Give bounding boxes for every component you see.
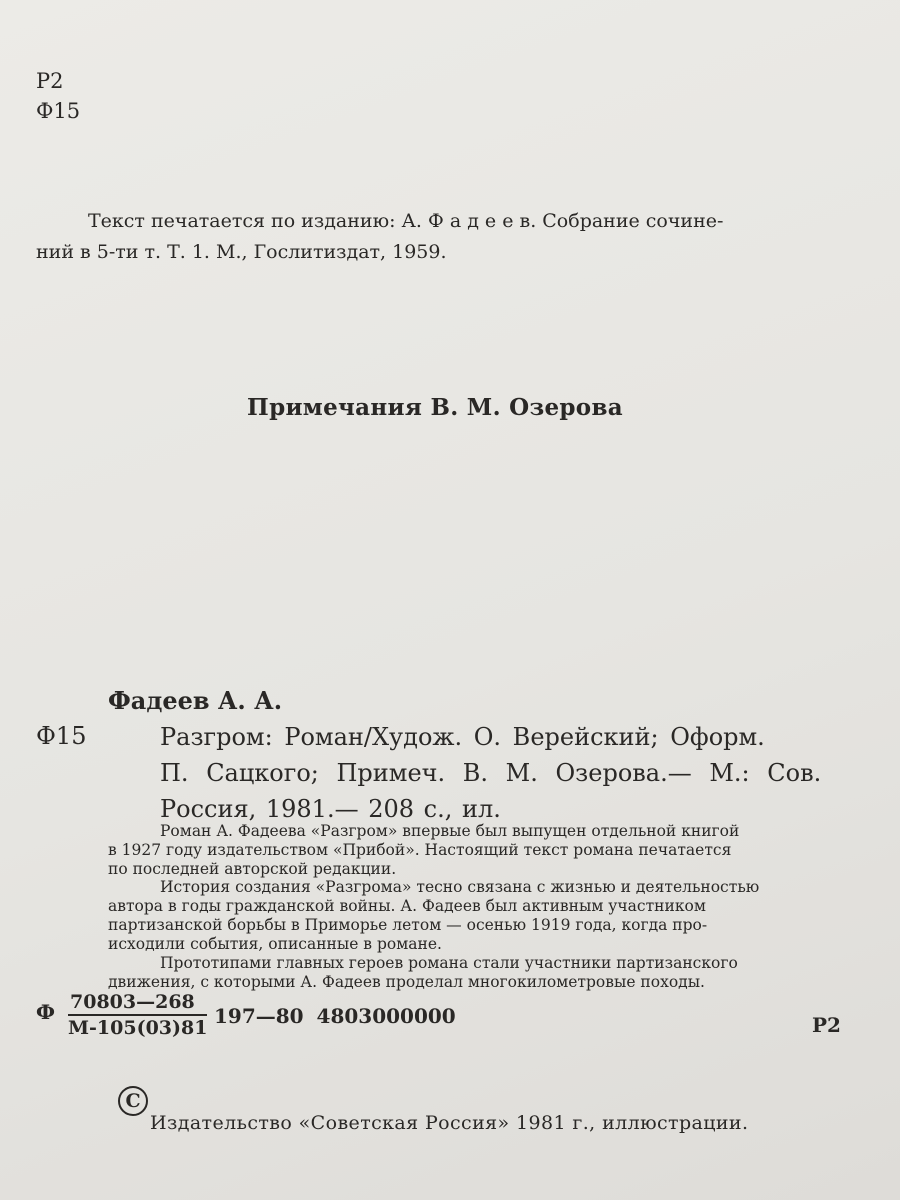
annotation-line: в 1927 году издательством «Прибой». Настоящий текст романа печатается (108, 841, 732, 859)
copyright-line: Издательство «Советская Россия» 1981 г., иллюстрации. (150, 1112, 749, 1134)
catalog-index-code: Ф15 (36, 722, 87, 750)
annotation-line: автора в годы гражданской войны. А. Фадеев был активным участником (108, 897, 706, 915)
annotation-line: Прототипами главных героев романа стали участники партизанского (160, 954, 738, 972)
catalog-code-r2: Р2 (812, 1013, 841, 1037)
copyright-icon: С (118, 1086, 148, 1116)
catalog-entry-line: Россия, 1981.— 208 с., ил. (160, 795, 501, 823)
annotation-paragraph (108, 878, 848, 954)
catalog-fraction-code (68, 990, 207, 1040)
annotation-line: движения, с которыми А. Фадеев проделал многокилометровые походы. (108, 973, 705, 991)
catalog-entry-line: Разгром: Роман/Худож. О. Верейский; Оформ. (160, 723, 765, 751)
annotation-line: партизанской борьбы в Приморье летом — осенью 1919 года, когда про- (108, 916, 708, 934)
notes-credit: Примечания В. М. Озерова (247, 394, 623, 421)
catalog-codes: 197—80 4803000000 (214, 1004, 456, 1028)
annotation-line: Роман А. Фадеева «Разгром» впервые был выпущен отдельной книгой (160, 822, 740, 840)
classification-code-f15: Ф15 (36, 99, 81, 123)
source-line: ний в 5-ти т. Т. 1. М., Гослитиздат, 1959. (36, 241, 447, 263)
annotation-line: по последней авторской редакции. (108, 860, 397, 878)
catalog-entry-line: П. Сацкого; Примеч. В. М. Озерова.— М.: Сов. (160, 759, 822, 787)
source-line: Текст печатается по изданию: А. Ф а д е е в. Собрание сочине- (88, 210, 724, 232)
annotation-line: исходили события, описанные в романе. (108, 935, 442, 953)
catalog-author: Фадеев А. А. (108, 686, 283, 715)
annotation-paragraph (108, 822, 848, 879)
fraction-denominator: М-105(03)81 (68, 1017, 208, 1039)
annotation-paragraph (108, 954, 848, 992)
annotation-line: История создания «Разгрома» тесно связана с жизнью и деятельностью (160, 878, 760, 896)
source-edition-note (36, 206, 856, 268)
catalog-f-letter: Ф (36, 1000, 55, 1024)
classification-code-r2: Р2 (36, 69, 64, 93)
fraction-numerator: 70803—268 (68, 990, 207, 1016)
